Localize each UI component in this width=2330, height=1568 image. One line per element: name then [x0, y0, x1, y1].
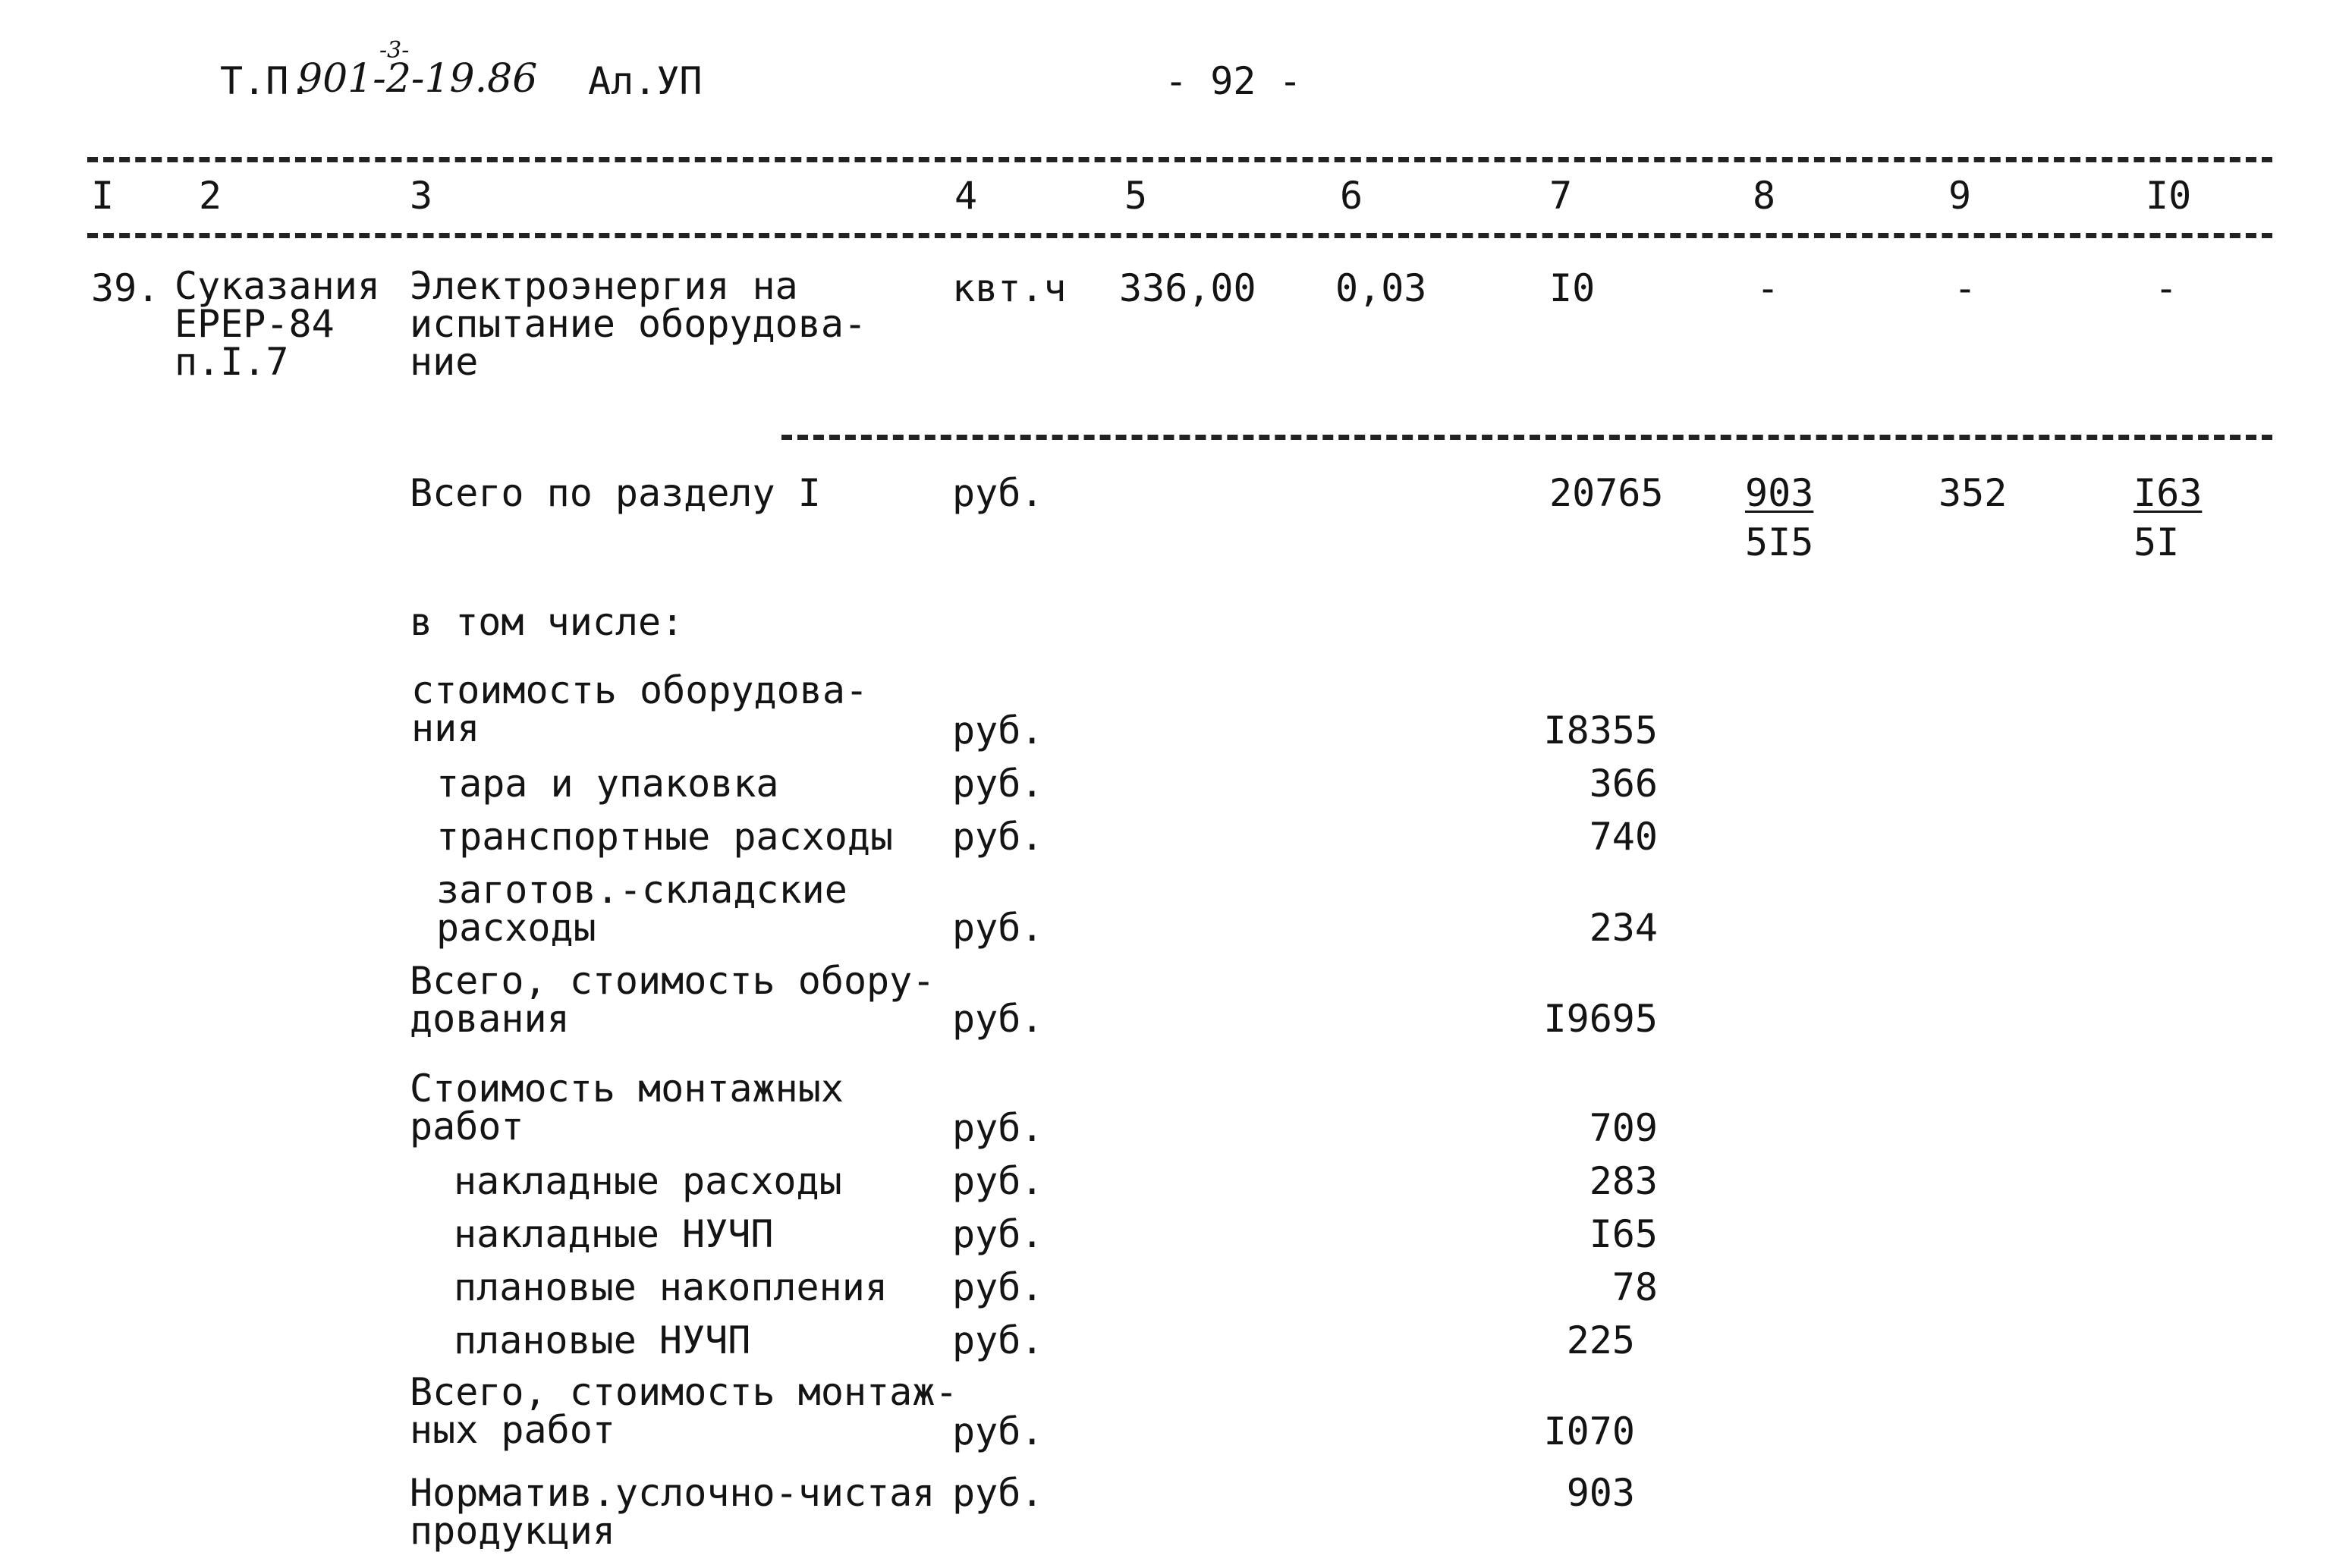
item-label: накладные расходы: [454, 1159, 842, 1203]
total-col8-top: 903: [1745, 471, 1814, 515]
item-value: I9695: [1543, 997, 1658, 1041]
page-number: - 92 -: [1165, 59, 1302, 103]
item-value: I65: [1589, 1212, 1658, 1256]
item-value: 283: [1589, 1159, 1658, 1203]
item-unit: руб.: [952, 1471, 1044, 1515]
row-col5: 336,00: [1119, 266, 1256, 310]
total-col8-bottom: 5I5: [1745, 520, 1814, 564]
col-header-7: 7: [1549, 174, 1573, 218]
item-value: 740: [1589, 815, 1658, 859]
item-label: Норматив.услочно-чистая продукция: [410, 1471, 935, 1553]
item-label: плановые НУЧП: [454, 1318, 751, 1362]
item-unit: руб.: [952, 997, 1044, 1041]
header-bottom-rule: [87, 233, 2272, 238]
item-unit: руб.: [952, 1409, 1044, 1453]
item-unit: руб.: [952, 1212, 1044, 1256]
item-label: Всего, стоимость монтаж- ных работ: [410, 1370, 958, 1452]
item-label: заготов.-складские расходы: [436, 868, 847, 950]
item-label: тара и упаковка: [436, 762, 779, 806]
row-basis: Суказания ЕРЕР-84 п.I.7: [175, 264, 380, 384]
item-label: плановые накопления: [454, 1265, 888, 1309]
item-unit: руб.: [952, 906, 1044, 950]
item-unit: руб.: [952, 1318, 1044, 1362]
col-header-10: I0: [2146, 174, 2192, 218]
item-label: стоимость оборудова- ния: [411, 668, 869, 750]
row-unit: квт.ч: [952, 266, 1067, 310]
item-value: I8355: [1543, 709, 1658, 753]
doc-prefix: Т.П.: [220, 59, 312, 103]
item-unit: руб.: [952, 1159, 1044, 1203]
item-label: Всего, стоимость обору- дования: [410, 959, 935, 1041]
item-value: 903: [1566, 1471, 1635, 1515]
item-value: 709: [1589, 1106, 1658, 1150]
col-header-2: 2: [199, 174, 222, 218]
col-header-3: 3: [410, 174, 433, 218]
item-unit: руб.: [952, 815, 1044, 859]
total-label: Всего по разделу I: [410, 471, 821, 515]
item-label: транспортные расходы: [436, 815, 894, 859]
col-header-4: 4: [954, 174, 978, 218]
total-col10-bottom: 5I: [2133, 520, 2180, 564]
col-header-6: 6: [1340, 174, 1363, 218]
total-col10-top: I63: [2133, 471, 2203, 515]
col-header-5: 5: [1124, 174, 1148, 218]
including-label: в том числе:: [410, 600, 684, 644]
section-total-rule: [781, 435, 2272, 440]
item-value: I070: [1543, 1409, 1635, 1453]
total-unit: руб.: [952, 471, 1044, 515]
row-col8: -: [1756, 266, 1780, 310]
item-value: 78: [1612, 1265, 1658, 1309]
item-unit: руб.: [952, 709, 1044, 753]
total-col9: 352: [1939, 471, 2008, 515]
item-unit: руб.: [952, 1265, 1044, 1309]
item-value: 225: [1566, 1318, 1635, 1362]
col-header-1: I: [91, 174, 115, 218]
item-value: 366: [1589, 762, 1658, 806]
item-unit: руб.: [952, 762, 1044, 806]
header-top-rule: [87, 157, 2272, 162]
item-label: Стоимость монтажных работ: [410, 1067, 844, 1149]
item-label: накладные НУЧП: [454, 1212, 774, 1256]
item-value: 234: [1589, 906, 1658, 950]
row-col9: -: [1954, 266, 1977, 310]
doc-superscript: -3-: [379, 37, 410, 64]
row-col7: I0: [1549, 266, 1596, 310]
total-col7: 20765: [1549, 471, 1664, 515]
doc-handwritten-number: 901-2-19.86: [297, 56, 538, 102]
album-number: Ал.УП: [588, 59, 703, 103]
col-header-8: 8: [1753, 174, 1776, 218]
row-col10: -: [2155, 266, 2178, 310]
col-header-9: 9: [1948, 174, 1972, 218]
row-number: 39.: [91, 266, 160, 310]
row-col6: 0,03: [1335, 266, 1427, 310]
row-name: Электроэнергия на испытание оборудова- ние: [410, 264, 867, 384]
item-unit: руб.: [952, 1106, 1044, 1150]
